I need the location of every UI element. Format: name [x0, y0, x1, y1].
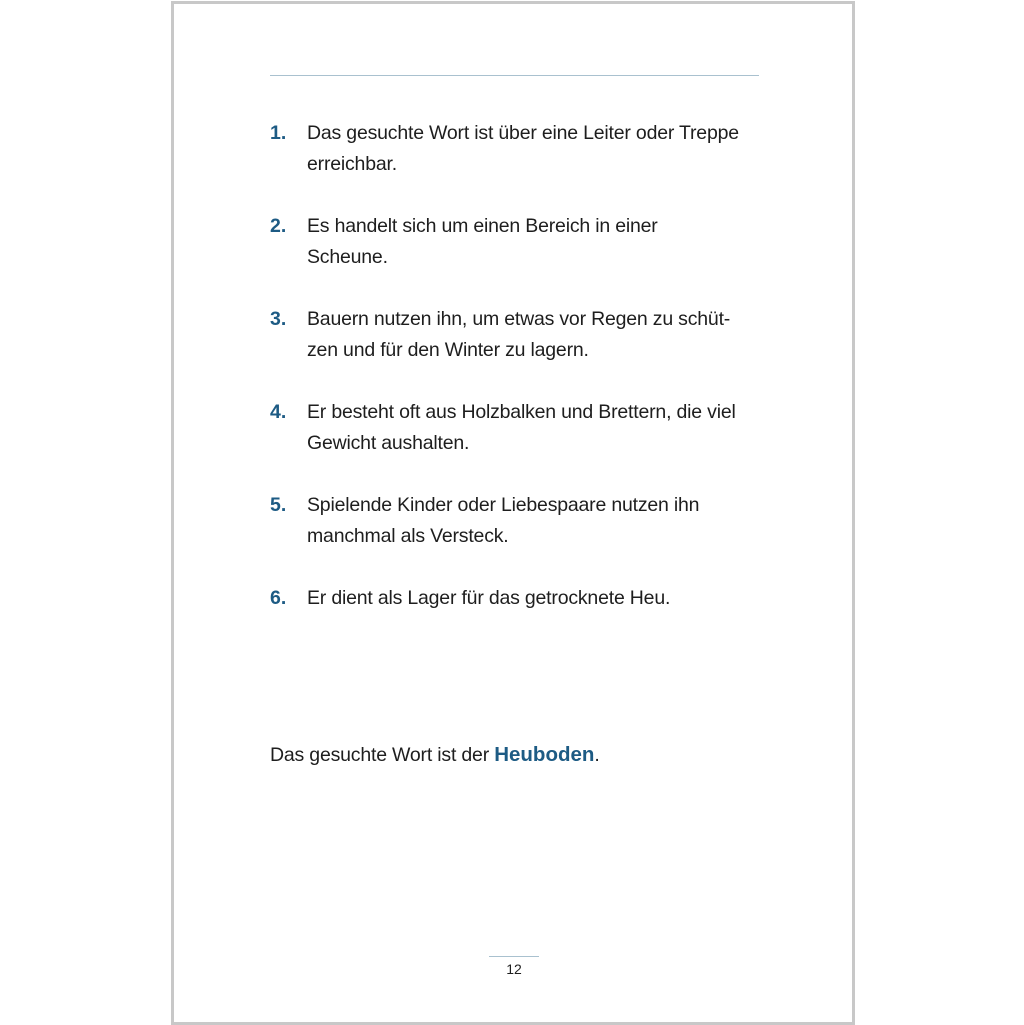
- clue-text-line: manchmal als Versteck.: [307, 525, 509, 547]
- clue-number: 1.: [270, 122, 287, 144]
- clue-number: 5.: [270, 494, 287, 516]
- clue-list: [270, 118, 770, 645]
- clue-number: 3.: [270, 308, 287, 330]
- clue-item: [270, 304, 770, 366]
- answer-prefix: Das gesuchte Wort ist der: [270, 744, 495, 766]
- footer-divider: [489, 956, 539, 957]
- clue-item: [270, 118, 770, 180]
- clue-text-line: zen und für den Winter zu lagern.: [307, 339, 589, 361]
- book-page: [171, 1, 855, 1025]
- clue-number: 4.: [270, 401, 287, 423]
- answer-sentence: [270, 739, 600, 771]
- answer-word: Heuboden: [494, 743, 595, 766]
- clue-number: 2.: [270, 215, 287, 237]
- clue-number: 6.: [270, 587, 287, 609]
- clue-text-line: Das gesuchte Wort ist über eine Leiter oder Treppe: [307, 122, 739, 144]
- clue-text-line: Bauern nutzen ihn, um etwas vor Regen zu schüt-: [307, 308, 731, 330]
- clue-text-line: Er besteht oft aus Holzbalken und Brettern, die viel: [307, 401, 736, 423]
- clue-item: [270, 583, 770, 614]
- clue-text-line: Gewicht aushalten.: [307, 432, 470, 454]
- answer-suffix: .: [594, 744, 600, 766]
- top-divider: [270, 75, 759, 76]
- clue-item: [270, 490, 770, 552]
- clue-item: [270, 397, 770, 459]
- clue-text-line: Er dient als Lager für das getrocknete Heu.: [307, 587, 671, 609]
- clue-text-line: erreichbar.: [307, 153, 397, 175]
- clue-text-line: Es handelt sich um einen Bereich in einer: [307, 215, 658, 237]
- clue-item: [270, 211, 770, 273]
- page-number: 12: [506, 961, 522, 977]
- clue-text-line: Scheune.: [307, 246, 388, 268]
- clue-text-line: Spielende Kinder oder Liebespaare nutzen ihn: [307, 494, 700, 516]
